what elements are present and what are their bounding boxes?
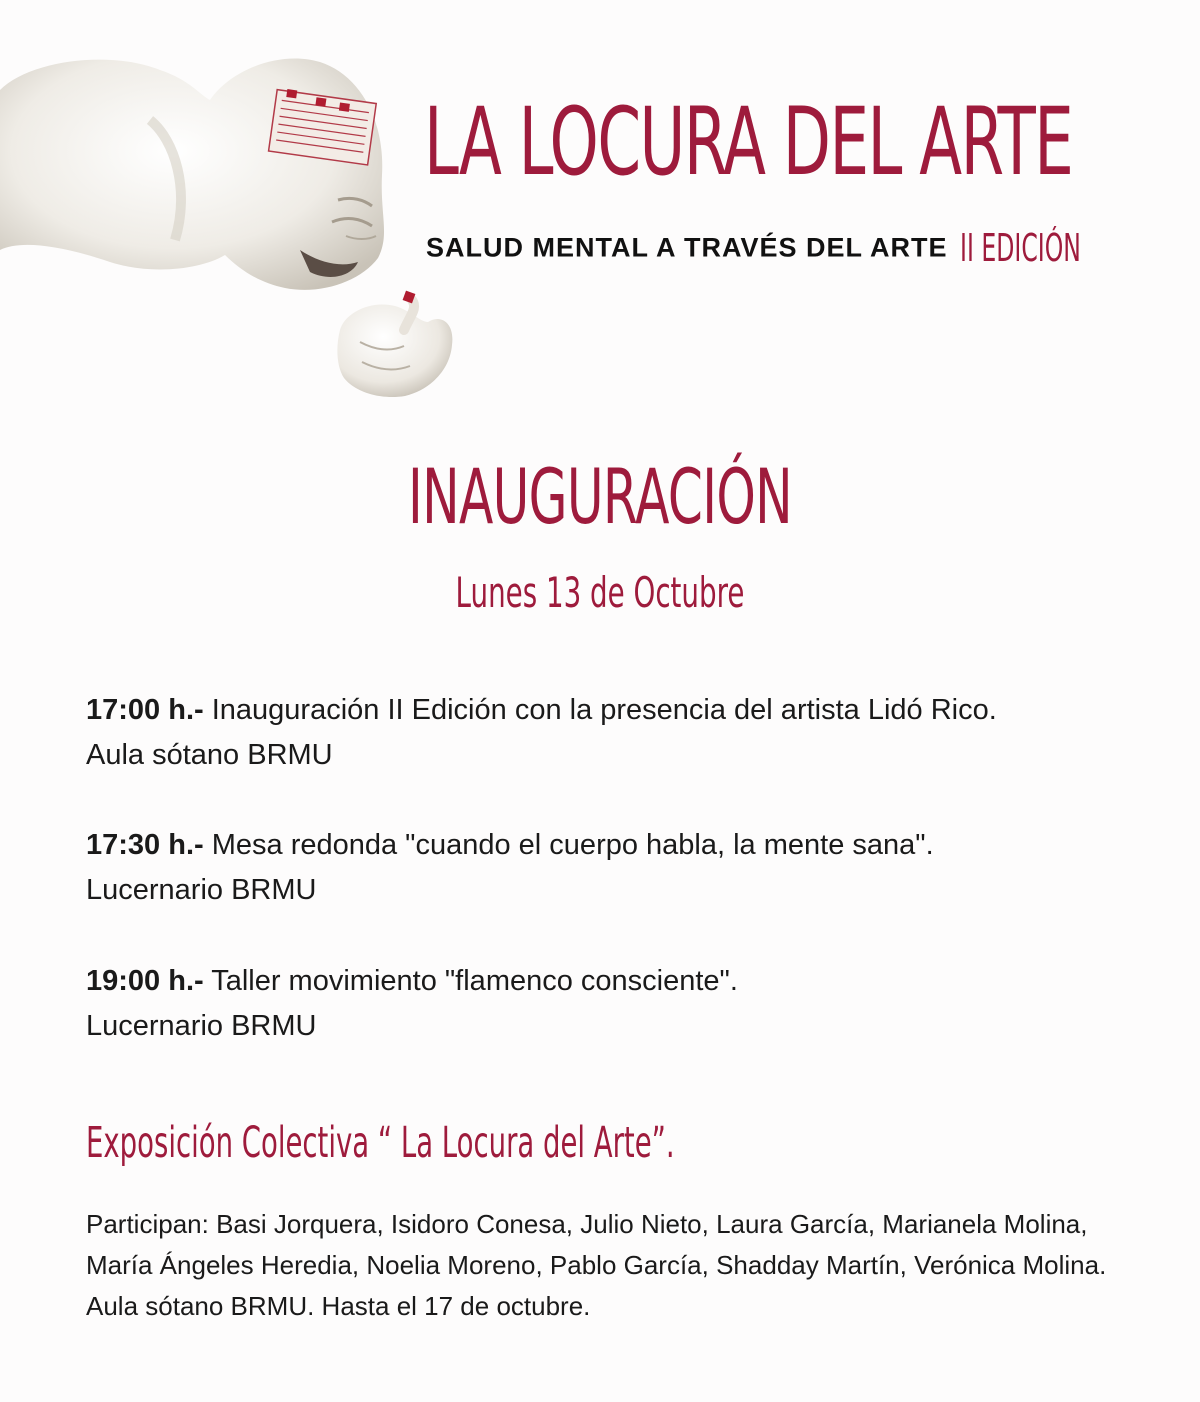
- event-description: Taller movimiento "flamenco consciente".: [203, 965, 738, 997]
- sculpture-image: [0, 40, 470, 410]
- event-item: [86, 823, 1166, 913]
- event-item: [86, 688, 1166, 778]
- event-description: Inauguración II Edición con la presencia del artista Lidó Rico.: [203, 694, 997, 726]
- event-item: [86, 959, 1166, 1049]
- inauguration-date: Lunes 13 de Octubre: [455, 568, 745, 617]
- event-time: 17:30 h.-: [86, 829, 204, 861]
- event-location: Lucernario BRMU: [86, 874, 317, 906]
- exhibition-location: Aula sótano BRMU. Hasta el 17 de octubre.: [86, 1291, 591, 1321]
- event-time: 19:00 h.-: [86, 965, 204, 997]
- event-location: Aula sótano BRMU: [86, 739, 333, 771]
- exhibition-title: Exposición Colectiva “ La Locura del Arte”.: [86, 1118, 675, 1168]
- inauguration-title: INAUGURACIÓN: [407, 452, 793, 541]
- exhibition-participants: Participan: Basi Jorquera, Isidoro Conesa, Julio Nieto, Laura García, Marianela Molina, María Ángeles Heredia, Noelia Moreno, Pablo García, Shadday Martín, Verónica Molina.: [86, 1209, 1107, 1280]
- event-time: 17:00 h.-: [86, 694, 204, 726]
- subtitle: SALUD MENTAL A TRAVÉS DEL ARTE: [426, 232, 948, 263]
- exhibition-body: [86, 1204, 1146, 1327]
- event-description: Mesa redonda "cuando el cuerpo habla, la mente sana".: [203, 829, 934, 861]
- edition-label: II EDICIÓN: [959, 226, 1081, 270]
- event-location: Lucernario BRMU: [86, 1010, 317, 1042]
- main-title: LA LOCURA DEL ARTE: [424, 88, 1073, 197]
- subtitle-row: [426, 226, 1155, 270]
